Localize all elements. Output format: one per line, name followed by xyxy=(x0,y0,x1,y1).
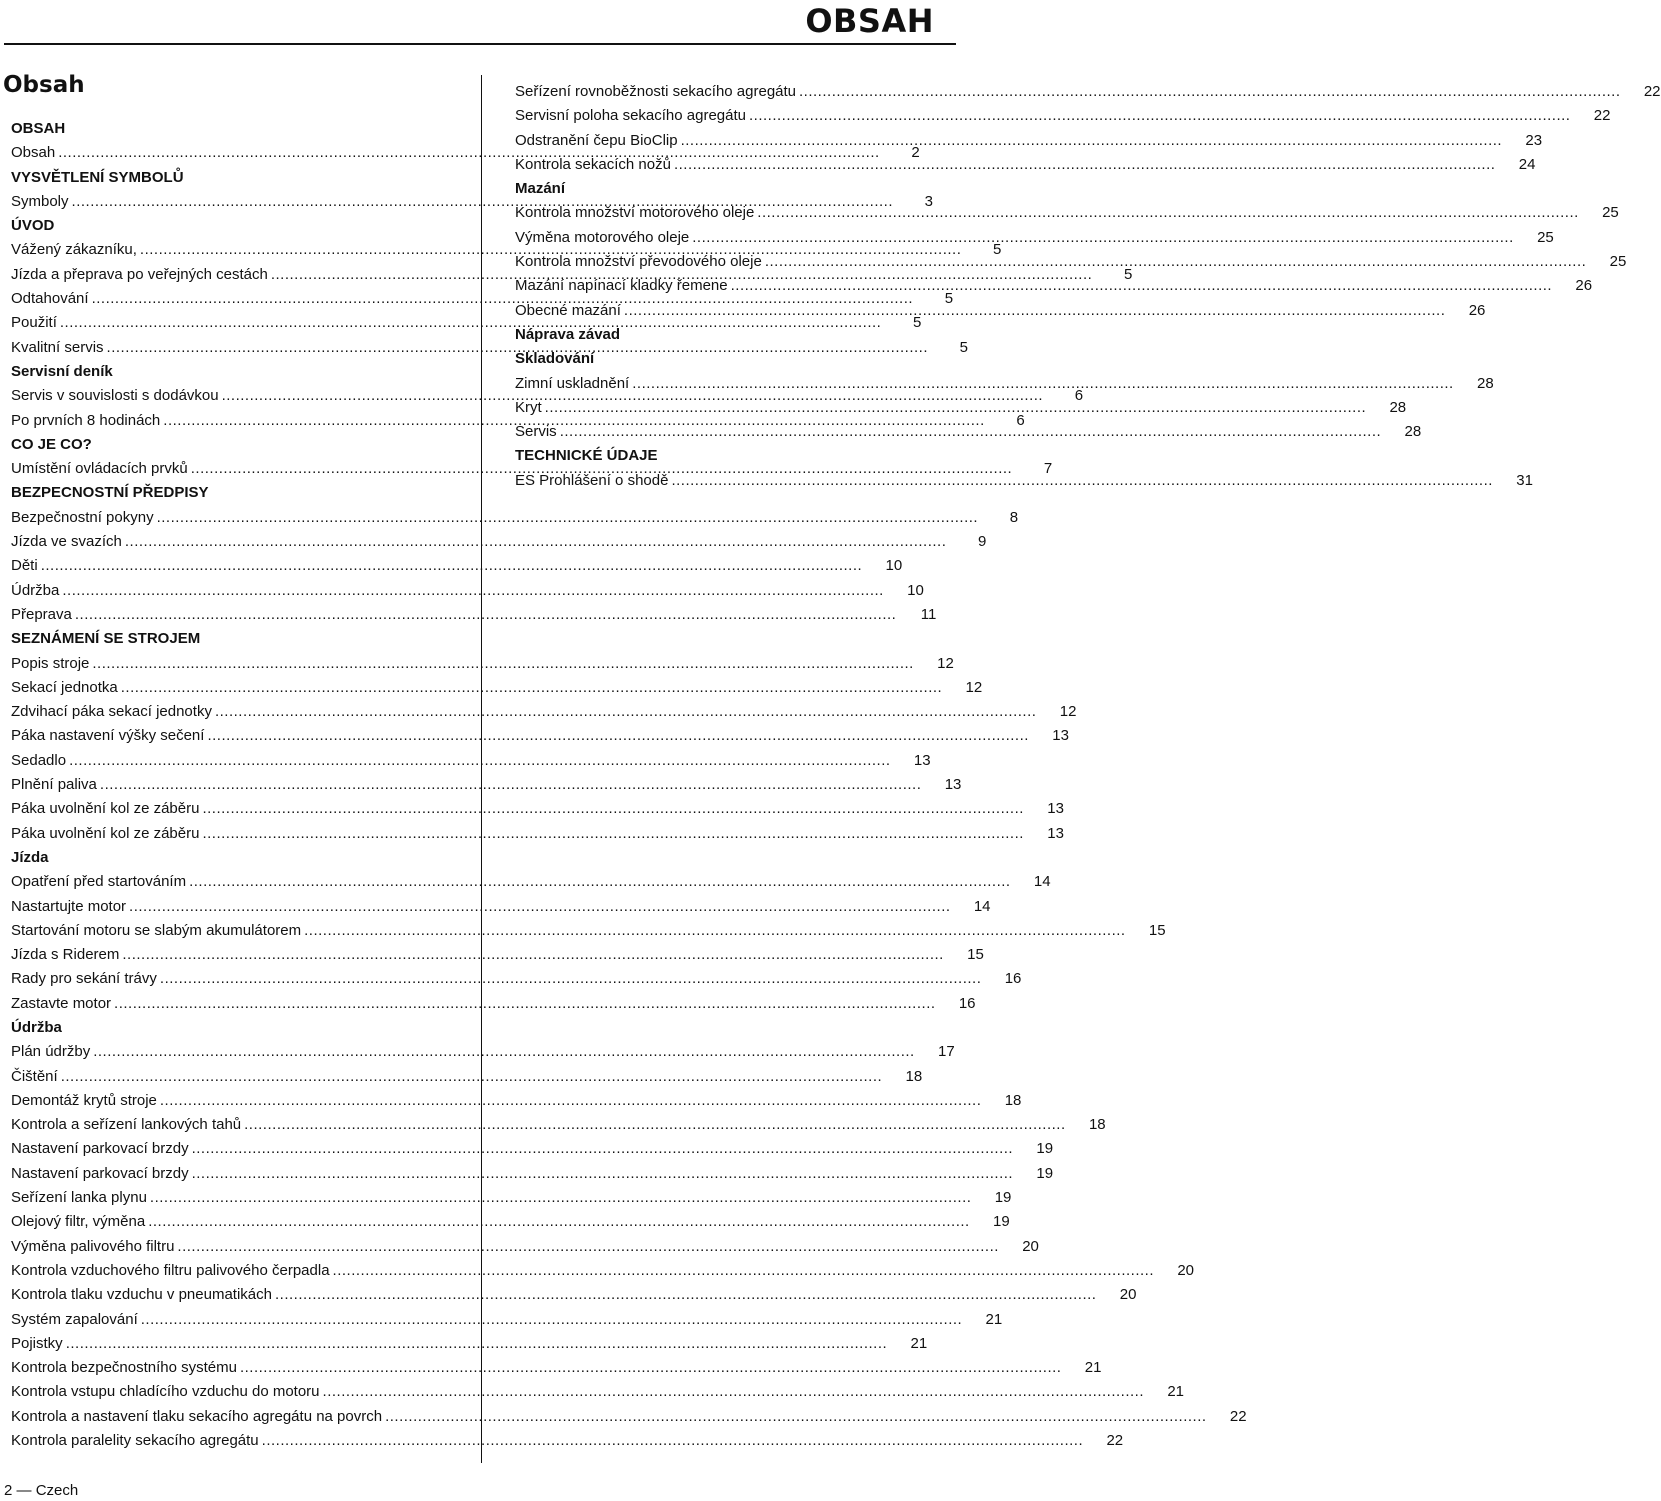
toc-page-number: 21 xyxy=(985,1310,1003,1328)
toc-section-heading: OBSAH xyxy=(11,120,66,137)
toc-dot-leader xyxy=(121,676,942,700)
toc-page-number: 20 xyxy=(1177,1261,1195,1279)
toc-entry xyxy=(11,1380,1185,1404)
toc-page-number: 16 xyxy=(958,994,976,1012)
toc-dot-leader xyxy=(177,1235,998,1259)
toc-page-number: 18 xyxy=(905,1067,923,1085)
toc-page-number: 16 xyxy=(1004,970,1022,988)
toc-section-heading: Jízda xyxy=(11,848,49,866)
toc-entry-label: Demontáž krytů stroje xyxy=(11,1091,157,1109)
toc-dot-leader xyxy=(160,967,981,991)
toc-entry-label: Pojistky xyxy=(11,1334,63,1352)
toc-entry xyxy=(11,603,937,627)
toc-entry-label: Opatření před startováním xyxy=(11,873,187,891)
toc-entry xyxy=(11,554,903,578)
toc-entry xyxy=(515,420,1422,444)
toc-page-number: 21 xyxy=(1167,1383,1185,1401)
toc-dot-leader xyxy=(192,1137,1013,1161)
toc-entry xyxy=(11,1429,1124,1453)
toc-dot-leader xyxy=(141,1308,962,1332)
toc-dot-leader xyxy=(560,420,1381,444)
toc-dot-leader xyxy=(215,700,1036,724)
toc-page-number: 5 xyxy=(944,290,954,308)
toc-page-number: 13 xyxy=(913,751,931,769)
toc-entry xyxy=(11,749,931,773)
toc-entry xyxy=(11,992,976,1016)
toc-entry-label: Kryt xyxy=(515,398,542,416)
toc-entry-label: Plán údržby xyxy=(11,1043,91,1061)
toc-entry xyxy=(11,1283,1137,1307)
toc-page-number: 14 xyxy=(973,897,991,915)
toc-entry xyxy=(11,530,987,554)
toc-entry-label: Mazání napínací kladky řemene xyxy=(515,277,728,295)
toc-page-number: 28 xyxy=(1404,423,1422,441)
toc-section-heading: TECHNICKÉ ÚDAJE xyxy=(515,447,658,465)
toc-entry xyxy=(11,1210,1010,1234)
toc-page-number: 26 xyxy=(1468,301,1486,319)
toc-page-number: 23 xyxy=(1525,131,1543,149)
toc-dot-leader xyxy=(157,506,978,530)
toc-entry-label: Čištění xyxy=(11,1067,58,1085)
toc-entry-label: Údržba xyxy=(11,581,60,599)
toc-entry xyxy=(515,129,1543,153)
toc-dot-leader xyxy=(240,1356,1061,1380)
toc-entry-label: Odtahování xyxy=(11,290,89,308)
toc-entry-label: Jízda ve svazích xyxy=(11,533,122,551)
toc-dot-leader xyxy=(148,1210,969,1234)
toc-dot-leader xyxy=(333,1259,1154,1283)
toc-entry xyxy=(11,967,1022,991)
toc-dot-leader xyxy=(765,250,1586,274)
toc-dot-leader xyxy=(202,822,1023,846)
toc-dot-leader xyxy=(160,1089,981,1113)
toc-page-number: 12 xyxy=(937,654,954,672)
toc-page-number: 6 xyxy=(1074,387,1084,405)
toc-entry-label: Páka nastavení výšky sečení xyxy=(11,727,205,745)
column-divider xyxy=(481,75,482,1463)
toc-entry xyxy=(11,895,991,919)
toc-page-number: 19 xyxy=(993,1213,1010,1231)
toc-entry-label: Sedadlo xyxy=(11,751,67,769)
toc-page-number: 10 xyxy=(907,581,924,599)
toc-entry xyxy=(11,1162,1054,1186)
page-header-title: OBSAH xyxy=(805,2,934,40)
toc-page-number: 5 xyxy=(993,241,1002,259)
toc-page-number: 21 xyxy=(910,1334,928,1352)
toc-page-number: 15 xyxy=(967,946,984,964)
toc-entry xyxy=(515,469,1533,493)
toc-page-number: 22 xyxy=(1593,107,1611,125)
toc-section-heading: SEZNÁMENÍ SE STROJEM xyxy=(11,630,201,648)
toc-entry xyxy=(515,201,1619,225)
toc-entry xyxy=(11,797,1064,821)
toc-page-number: 5 xyxy=(1123,265,1133,283)
toc-dot-leader xyxy=(749,104,1570,128)
toc-dot-leader xyxy=(674,153,1495,177)
toc-entry xyxy=(11,1065,923,1089)
toc-dot-leader xyxy=(75,603,896,627)
toc-section-heading: BEZPECNOSTNÍ PŘEDPISY xyxy=(11,484,209,502)
toc-dot-leader xyxy=(100,773,921,797)
toc-entry-label: Jízda s Riderem xyxy=(11,946,120,964)
toc-entry-label: Po prvních 8 hodinách xyxy=(11,411,161,429)
toc-dot-leader xyxy=(69,749,890,773)
toc-page-number: 3 xyxy=(924,192,934,210)
toc-section-heading: Mazání xyxy=(515,180,566,198)
toc-entry xyxy=(515,250,1627,274)
toc-dot-leader xyxy=(92,652,913,676)
toc-section-heading: VYSVĚTLENÍ SYMBOLŮ xyxy=(11,168,184,186)
toc-entry-label: ES Prohlášení o shodě xyxy=(515,471,669,489)
toc-entry-label: Kontrola vstupu chladícího vzduchu do motoru xyxy=(11,1383,320,1401)
toc-page-number: 2 xyxy=(911,144,920,162)
toc-dot-leader xyxy=(304,919,1125,943)
toc-page-number: 13 xyxy=(1047,824,1064,842)
toc-page-number: 5 xyxy=(959,338,969,356)
toc-dot-leader xyxy=(692,226,1513,250)
toc-page-number: 12 xyxy=(965,678,983,696)
toc-entry xyxy=(515,274,1593,298)
toc-page-number: 18 xyxy=(1004,1091,1022,1109)
toc-page-number: 22 xyxy=(1643,83,1661,100)
toc-entry xyxy=(11,724,1069,748)
toc-dot-leader xyxy=(731,274,1552,298)
toc-entry-label: Rady pro sekání trávy xyxy=(11,970,157,988)
toc-dot-leader xyxy=(202,797,1023,821)
toc-page-number: 25 xyxy=(1602,204,1619,222)
toc-page-number: 22 xyxy=(1229,1407,1247,1425)
toc-dot-leader xyxy=(192,1162,1013,1186)
toc-section-heading: Náprava závad xyxy=(515,325,621,343)
toc-entry xyxy=(515,372,1494,396)
toc-dot-leader xyxy=(632,372,1453,396)
toc-entry xyxy=(515,153,1536,177)
toc-dot-leader xyxy=(275,1283,1096,1307)
toc-entry-label: Kontrola a nastavení tlaku sekacího agregátu na povrch xyxy=(11,1407,383,1425)
toc-entry xyxy=(11,822,1064,846)
toc-entry-label: Seřízení lanka plynu xyxy=(11,1189,147,1207)
toc-entry xyxy=(11,773,962,797)
toc-section-heading: Údržba xyxy=(11,1018,62,1036)
toc-page-number: 19 xyxy=(994,1189,1012,1207)
toc-dot-leader xyxy=(122,943,943,967)
toc-page-number: 5 xyxy=(913,314,922,332)
toc-entry xyxy=(515,299,1486,323)
toc-page-number: 19 xyxy=(1036,1140,1054,1158)
toc-page-number: 31 xyxy=(1516,471,1533,489)
toc-entry xyxy=(11,919,1166,943)
toc-entry xyxy=(11,943,984,967)
toc-dot-leader xyxy=(189,870,1010,894)
toc-entry-label: Páka uvolnění kol ze záběru xyxy=(11,824,200,842)
toc-entry-label: Jízda a přeprava po veřejných cestách xyxy=(11,265,268,283)
toc-section-heading: Servisní deník xyxy=(11,362,113,380)
toc-entry-label: Kontrola tlaku vzduchu v pneumatikách xyxy=(11,1286,272,1304)
toc-entry xyxy=(11,652,954,676)
toc-dot-leader xyxy=(323,1380,1144,1404)
toc-entry-label: Děti xyxy=(11,557,38,575)
toc-entry xyxy=(11,1405,1247,1429)
toc-entry-label: Olejový filtr, výměna xyxy=(11,1213,146,1231)
toc-page-number: 10 xyxy=(885,557,903,575)
toc-entry-label: Plnění paliva xyxy=(11,776,97,794)
toc-page-number: 6 xyxy=(1016,411,1025,429)
toc-dot-leader xyxy=(207,724,1028,748)
toc-page-number: 17 xyxy=(938,1043,955,1061)
toc-entry xyxy=(11,1113,1106,1137)
toc-page-number: 25 xyxy=(1537,228,1554,246)
toc-dot-leader xyxy=(66,1332,887,1356)
page-footer xyxy=(4,1481,78,1501)
toc-entry-label: Bezpečnostní pokyny xyxy=(11,508,154,526)
toc-page-number: 13 xyxy=(1052,727,1069,745)
toc-entry-label: Nastavení parkovací brzdy xyxy=(11,1140,189,1158)
toc-page-number: 22 xyxy=(1106,1432,1124,1450)
toc-entry-label: Výměna motorového oleje xyxy=(515,228,690,246)
footer-page-number: 2 xyxy=(4,1482,13,1499)
toc-dot-leader xyxy=(114,992,935,1016)
toc-dot-leader xyxy=(93,1040,914,1064)
toc-entry-label: Sekací jednotka xyxy=(11,678,118,696)
toc-page-number: 14 xyxy=(1033,873,1051,891)
footer-separator: — xyxy=(16,1482,32,1499)
toc-entry-label: Kvalitní servis xyxy=(11,338,104,356)
toc-entry xyxy=(11,1308,1003,1332)
toc-page-number: 20 xyxy=(1119,1286,1137,1304)
toc-entry-label: Servis xyxy=(515,423,557,441)
toc-entry-label: Výměna palivového filtru xyxy=(11,1237,175,1255)
toc-entry-label: Kontrola bezpečnostního systému xyxy=(11,1359,237,1377)
toc-entry-label: Servis v souvislosti s dodávkou xyxy=(11,387,219,405)
toc-right-column xyxy=(515,80,1661,493)
toc-entry-label: Zdvihací páka sekací jednotky xyxy=(11,703,212,721)
toc-page-number: 11 xyxy=(920,605,937,623)
toc-page-number: 18 xyxy=(1088,1116,1106,1134)
toc-entry-label: Zimní uskladnění xyxy=(515,374,630,392)
toc-page-number: 9 xyxy=(978,533,987,551)
toc-dot-leader xyxy=(41,554,862,578)
toc-entry-label: Vážený zákazníku, xyxy=(11,241,137,259)
toc-entry xyxy=(11,700,1077,724)
toc-dot-leader xyxy=(799,80,1620,104)
toc-section-heading: CO JE CO? xyxy=(11,435,92,453)
toc-entry-label: Obecné mazání xyxy=(515,301,621,319)
toc-dot-leader xyxy=(671,469,1492,493)
toc-entry xyxy=(11,1332,928,1356)
toc-page-number: 25 xyxy=(1609,253,1627,271)
toc-page-number: 20 xyxy=(1022,1237,1039,1255)
toc-entry xyxy=(11,1356,1102,1380)
toc-page-number: 13 xyxy=(944,776,962,794)
toc-dot-leader xyxy=(681,129,1502,153)
toc-entry xyxy=(515,396,1407,420)
toc-entry-label: Systém zapalování xyxy=(11,1310,138,1328)
toc-entry xyxy=(11,579,924,603)
toc-entry-label: Kontrola množství převodového oleje xyxy=(515,253,762,271)
toc-entry-label: Kontrola paralelity sekacího agregátu xyxy=(11,1432,259,1450)
toc-page-number: 28 xyxy=(1477,374,1494,392)
toc-dot-leader xyxy=(624,299,1445,323)
toc-entry-label: Odstranění čepu BioClip xyxy=(515,131,678,149)
toc-dot-leader xyxy=(385,1405,1206,1429)
toc-page-number: 24 xyxy=(1518,155,1536,173)
toc-entry xyxy=(11,1235,1039,1259)
toc-entry-label: Přeprava xyxy=(11,605,72,623)
toc-entry-label: Nastavení parkovací brzdy xyxy=(11,1164,189,1182)
section-title: Obsah xyxy=(3,72,85,98)
toc-page-number: 15 xyxy=(1148,921,1166,939)
toc-entry xyxy=(11,1137,1054,1161)
toc-entry-label: Páka uvolnění kol ze záběru xyxy=(11,800,200,818)
toc-dot-leader xyxy=(62,579,883,603)
toc-entry-label: Použití xyxy=(11,314,57,332)
toc-entry xyxy=(11,676,983,700)
toc-entry-label: Umístění ovládacích prvků xyxy=(11,460,188,478)
toc-entry-label: Seřízení rovnoběžnosti sekacího agregátu xyxy=(515,83,797,100)
toc-entry xyxy=(515,80,1661,104)
toc-page-number: 19 xyxy=(1036,1164,1054,1182)
toc-dot-leader xyxy=(150,1186,971,1210)
toc-entry-label: Kontrola sekacích nožů xyxy=(515,155,671,173)
toc-entry-label: Obsah xyxy=(11,144,56,162)
toc-page-number: 26 xyxy=(1575,277,1593,295)
toc-entry xyxy=(11,506,1019,530)
toc-entry xyxy=(11,1040,955,1064)
toc-page-number: 28 xyxy=(1389,398,1407,416)
toc-section-heading: Skladování xyxy=(515,350,595,368)
toc-page-number: 13 xyxy=(1047,800,1064,818)
header-rule xyxy=(4,43,956,45)
toc-entry xyxy=(11,1089,1022,1113)
toc-entry xyxy=(515,226,1554,250)
toc-dot-leader xyxy=(129,895,950,919)
toc-entry xyxy=(11,1186,1012,1210)
toc-page-number: 21 xyxy=(1084,1359,1102,1377)
toc-dot-leader xyxy=(61,1065,882,1089)
toc-dot-leader xyxy=(545,396,1366,420)
toc-dot-leader xyxy=(757,201,1578,225)
toc-entry-label: Startování motoru se slabým akumulátorem xyxy=(11,921,302,939)
toc-entry-label: Kontrola vzduchového filtru palivového čerpadla xyxy=(11,1261,330,1279)
toc-dot-leader xyxy=(244,1113,1065,1137)
toc-page-number: 8 xyxy=(1009,508,1019,526)
toc-entry xyxy=(11,870,1051,894)
toc-entry-label: Symboly xyxy=(11,192,69,210)
toc-entry-label: Kontrola množství motorového oleje xyxy=(515,204,755,222)
toc-page-number: 12 xyxy=(1059,703,1077,721)
toc-dot-leader xyxy=(125,530,946,554)
toc-entry xyxy=(515,104,1611,128)
toc-entry-label: Zastavte motor xyxy=(11,994,112,1012)
toc-page-number: 7 xyxy=(1043,460,1053,478)
toc-dot-leader xyxy=(262,1429,1083,1453)
toc-entry-label: Nastartujte motor xyxy=(11,897,127,915)
footer-language: Czech xyxy=(35,1482,79,1499)
toc-section-heading: ÚVOD xyxy=(11,217,55,235)
toc-entry-label: Kontrola a seřízení lankových tahů xyxy=(11,1116,242,1134)
toc-entry-label: Servisní poloha sekacího agregátu xyxy=(515,107,746,125)
toc-entry xyxy=(11,1259,1195,1283)
toc-entry-label: Popis stroje xyxy=(11,654,90,672)
